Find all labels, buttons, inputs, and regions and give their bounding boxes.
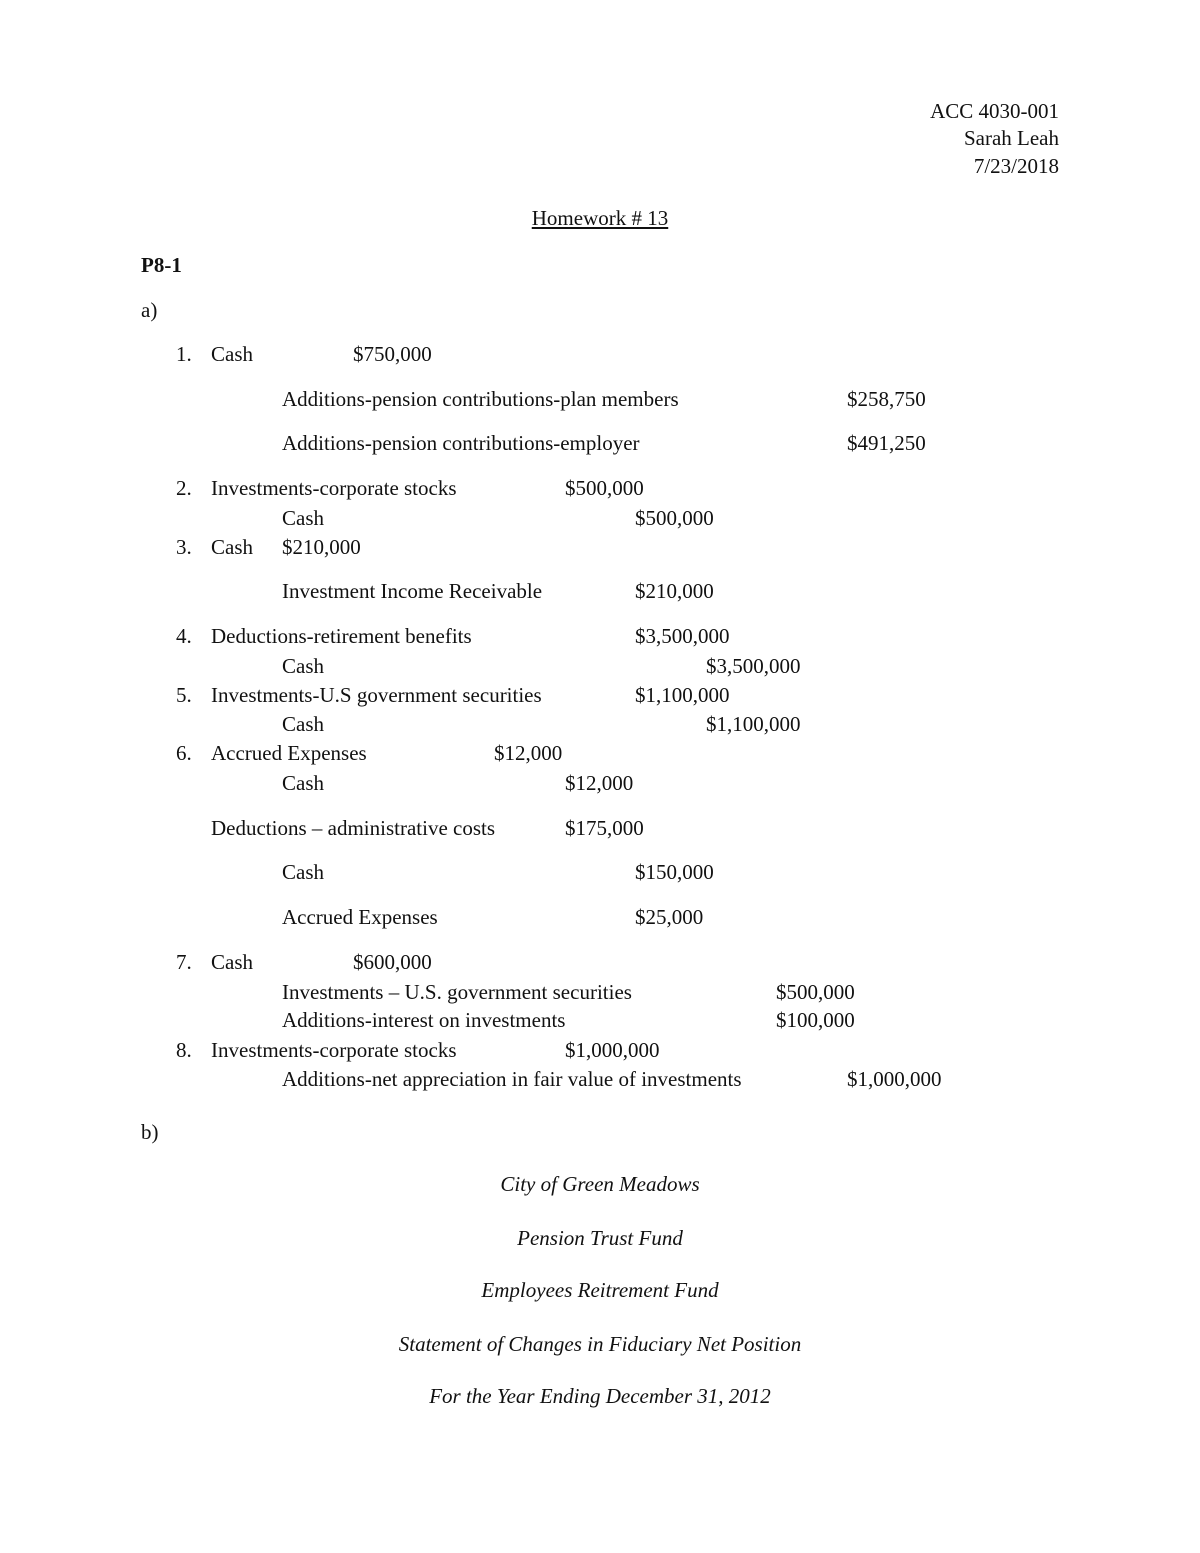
entry-number: 7.: [176, 950, 192, 974]
entry-number: 4.: [176, 624, 192, 648]
entry-debit: $1,000,000: [565, 1038, 660, 1062]
entry-credit: $1,000,000: [847, 1067, 942, 1091]
entry-number: 3.: [176, 535, 192, 559]
entry-account: Cash: [282, 712, 324, 736]
entry-account: Investments-corporate stocks: [211, 1038, 457, 1062]
entry-account: Cash: [211, 342, 253, 366]
entry-debit: $1,100,000: [635, 683, 730, 707]
entry-account: Additions-net appreciation in fair value of investments: [282, 1067, 742, 1091]
entry-credit: $500,000: [776, 980, 855, 1004]
date-label: 7/23/2018: [973, 154, 1059, 178]
entry-account: Investment Income Receivable: [282, 579, 543, 603]
part-b-label: b): [141, 1120, 159, 1144]
entry-number: 2.: [176, 476, 192, 500]
statement-entity: City of Green Meadows: [500, 1172, 700, 1196]
entry-account: Cash: [282, 771, 324, 795]
entry-credit: $150,000: [635, 860, 714, 884]
entry-account: Additions-pension contributions-plan members: [282, 387, 679, 411]
entry-debit: $600,000: [353, 950, 432, 974]
entry-account: Cash: [211, 535, 253, 559]
entry-credit: $491,250: [847, 431, 926, 455]
entry-account: Additions-interest on investments: [282, 1008, 566, 1032]
entry-credit: $258,750: [847, 387, 926, 411]
entry-account: Investments-corporate stocks: [211, 476, 457, 500]
entry-account: Cash: [282, 860, 324, 884]
entry-credit: $12,000: [565, 771, 634, 795]
page-title: Homework # 13: [531, 206, 669, 230]
entry-account: Cash: [282, 654, 324, 678]
entry-credit: $1,100,000: [706, 712, 801, 736]
part-a-label: a): [141, 298, 158, 322]
entry-number: 6.: [176, 741, 192, 765]
entry-debit: $750,000: [353, 342, 432, 366]
statement-title: Statement of Changes in Fiduciary Net Position: [398, 1332, 802, 1356]
entry-account: Additions-pension contributions-employer: [282, 431, 640, 455]
entry-credit: $100,000: [776, 1008, 855, 1032]
entry-account: Cash: [211, 950, 253, 974]
entry-debit: $3,500,000: [635, 624, 730, 648]
student-name: Sarah Leah: [963, 126, 1059, 150]
entry-credit: $25,000: [635, 905, 704, 929]
problem-label: P8-1: [141, 253, 182, 277]
entry-account: Cash: [282, 506, 324, 530]
entry-debit: $210,000: [282, 535, 361, 559]
entry-account: Investments-U.S government securities: [211, 683, 542, 707]
statement-fund: Pension Trust Fund: [517, 1226, 683, 1250]
entry-debit: $12,000: [494, 741, 563, 765]
course-label: ACC 4030-001: [930, 99, 1059, 123]
entry-account: Deductions – administrative costs: [211, 816, 496, 840]
entry-account: Deductions-retirement benefits: [211, 624, 472, 648]
entry-debit: $500,000: [565, 476, 644, 500]
entry-credit: $500,000: [635, 506, 714, 530]
entry-debit: $175,000: [565, 816, 644, 840]
entry-number: 1.: [176, 342, 192, 366]
entry-credit: $3,500,000: [706, 654, 801, 678]
entry-number: 8.: [176, 1038, 192, 1062]
entry-account: Accrued Expenses: [282, 905, 438, 929]
entry-account: Accrued Expenses: [211, 741, 367, 765]
entry-credit: $210,000: [635, 579, 714, 603]
statement-fund-name: Employees Reitrement Fund: [481, 1278, 719, 1302]
statement-period: For the Year Ending December 31, 2012: [429, 1384, 771, 1408]
entry-number: 5.: [176, 683, 192, 707]
entry-account: Investments – U.S. government securities: [282, 980, 632, 1004]
